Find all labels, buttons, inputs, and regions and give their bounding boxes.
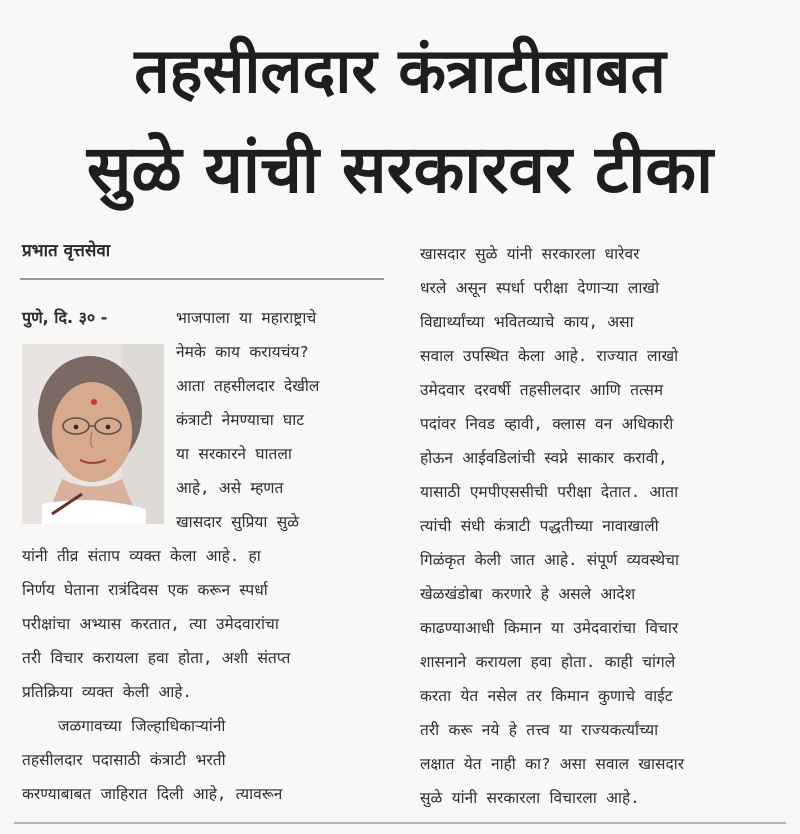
right-line: करता येत नसेल तर किमान कुणाचे वाईट [420,687,673,705]
right-line: होऊन आईवडिलांची स्वप्ने साकार करावी, [420,449,668,467]
left-line: भाजपाला या महाराष्ट्राचे [176,309,317,327]
right-line: काढण्याआधी किमान या उमेदवारांचा विचार [420,619,679,637]
left-line: प्रतिक्रिया व्यक्त केली आहे. [22,683,192,701]
left-line: कंत्राटी नेमण्याचा घाट [176,411,305,429]
left-line: या सरकारने घातला [176,445,292,463]
byline-divider [20,278,384,280]
headline-line-1: तहसीलदार कंत्राटीबाबत [134,34,666,107]
bottom-divider [14,822,786,824]
right-line: विद्यार्थ्यांच्या भवितव्याचे काय, असा [420,313,634,331]
right-line: धरले असून स्पर्धा परीक्षा देणाऱ्या लाखो [420,279,660,297]
left-line: जळगावच्या जिल्हाधिकाऱ्यांनी [58,717,226,735]
left-line: आता तहसीलदार देखील [176,377,320,395]
byline: प्रभात वृत्तसेवा [22,241,111,261]
dateline: पुणे, दि. ३० - [22,308,108,327]
right-line: खासदार सुळे यांनी सरकारला धारेवर [420,245,640,263]
right-line: तरी करू नये हे तत्त्व या राज्यकर्त्यांच्या [420,721,659,739]
right-line: त्यांची संधी कंत्राटी पद्धतीच्या नावाखाली [420,517,659,535]
right-line: पदांवर निवड व्हावी, क्लास वन अधिकारी [420,415,674,433]
left-line: करण्याबाबत जाहिरात दिली आहे, त्यावरून [22,785,283,803]
right-line: यासाठी एमपीएससीची परीक्षा देतात. आता [420,483,679,501]
left-line: निर्णय घेताना रात्रंदिवस एक करून स्पर्धा [22,581,268,599]
left-line: नेमके काय करायचंय? [176,343,309,361]
right-line: खेळखंडोबा करणारे हे असले आदेश [420,585,636,603]
right-line: शासनाने करायला हवा होता. काही चांगले [420,653,676,671]
right-line: उमेदवार दरवर्षी तहसीलदार आणि तत्सम [420,381,664,399]
left-line: आहे, असे म्हणत [176,479,284,497]
left-line: तहसीलदार पदासाठी कंत्राटी भरती [22,751,226,769]
headline-line-2: सुळे यांची सरकारवर टीका [86,131,714,208]
left-line: तरी विचार करायला हवा होता, अशी संतप्त [22,649,291,667]
right-line: गिळंकृत केली जात आहे. संपूर्ण व्यवस्थेचा [420,551,679,569]
left-line: यांनी तीव्र संताप व्यक्त केला आहे. हा [22,547,261,565]
right-line: लक्षात येत नाही का? असा सवाल खासदार [420,755,685,773]
left-line: खासदार सुप्रिया सुळे [176,513,299,531]
portrait-photo [22,344,164,524]
right-line: सुळे यांनी सरकारला विचारला आहे. [420,789,640,807]
left-line: परीक्षांचा अभ्यास करतात, त्या उमेदवारांचा [22,615,279,633]
portrait-illustration [22,344,164,524]
right-line: सवाल उपस्थित केला आहे. राज्यात लाखो [420,347,679,365]
